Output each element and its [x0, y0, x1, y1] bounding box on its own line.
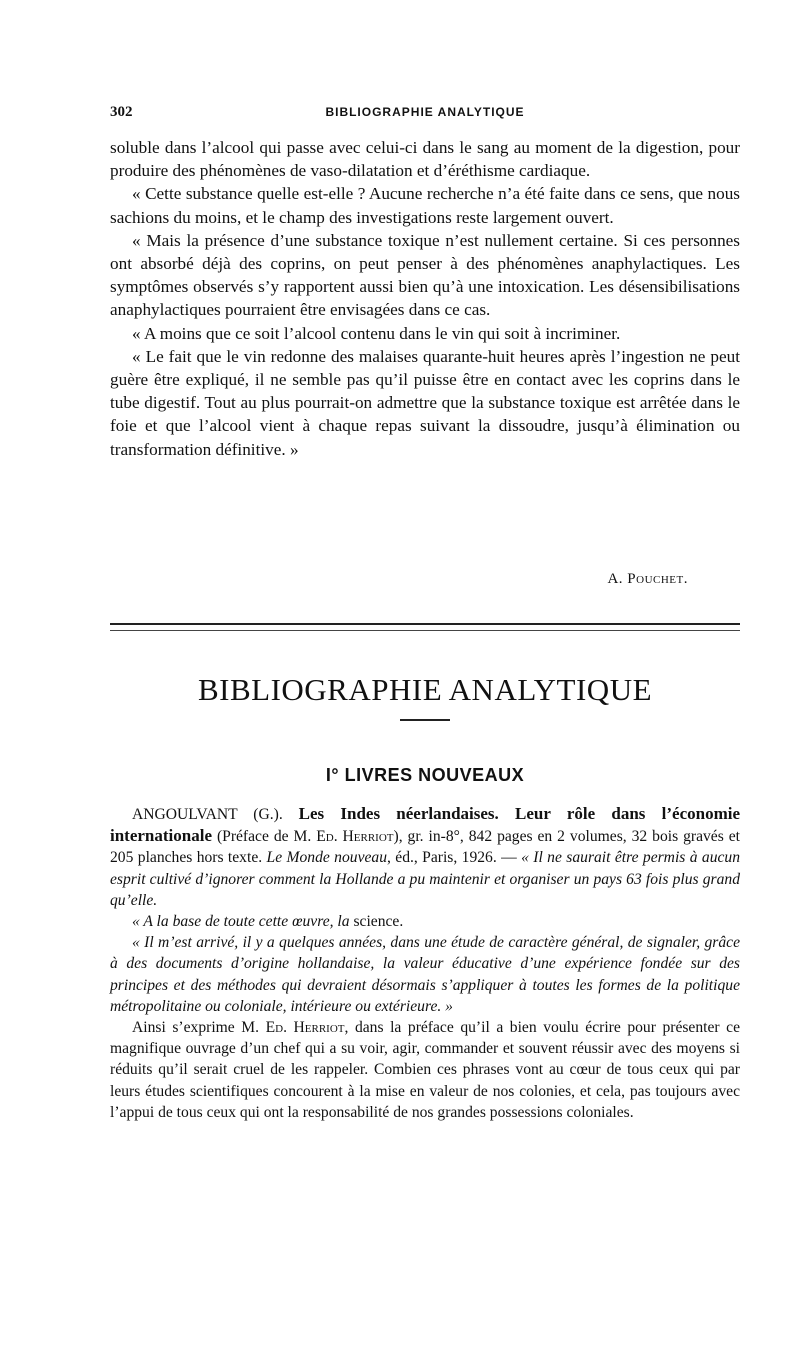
letter-paragraph-1: soluble dans l’alcool qui passe avec celui-ci dans le sang au moment de la digestion, pour produire des phénomènes de vaso-dilatation et d’éréthisme cardiaque. — [110, 138, 740, 181]
entry-quote-2 — [110, 911, 740, 932]
entry-pub-place: , éd., Paris, 1926. — — [387, 849, 517, 867]
signature — [607, 571, 688, 588]
signature-name: Pouchet. — [627, 571, 688, 587]
section-title: BIBLIOGRAPHIE ANALYTIQUE — [197, 672, 653, 707]
letter-paragraph-3: « Mais la présence d’une substance toxique n’est nullement certaine. Si ces personnes ont absorbé déjà des coprins, on peut penser à des phénomènes anaphylactiques. Les symptômes observés s’y rapportent aussi bien qu’à une intoxication. Les désensibilisations anaphylactiques pourraient être envisagées dans ce cas. — [110, 230, 740, 320]
entry-commentary — [110, 1017, 740, 1123]
double-rule-divider — [110, 623, 740, 631]
entry-details: ), gr. in-8°, 842 pages en 2 volumes, 32 bois gravés et 205 planches hors texte. — [110, 828, 740, 867]
letter-paragraph-2: « Cette substance quelle est-elle ? Aucune recherche n’a été faite dans ce sens, que nous sachions du moins, et le champ des investigations reste largement ouvert. — [110, 184, 740, 227]
entry-quote-1: « Il ne saurait être permis à aucun esprit cultivé d’ignorer comment la Hollande a pu maintenir et organiser un pays 63 fois plus grand qu’elle. — [110, 849, 741, 909]
signature-initial: A. — [607, 571, 624, 587]
entry-preface-name: Ed. Herriot — [316, 828, 394, 846]
entry-commentary-start: Ainsi s’exprime M. — [132, 1019, 260, 1037]
entry-book-title: Les Indes néerlandaises. Leur rôle dans l’économie internationale — [110, 804, 740, 846]
entry-quote-3: « Il m’est arrivé, il y a quelques années, dans une étude de caractère général, de signaler, grâce à des documents d’origine hollandaise, la valeur éducative d’une expérience fondée sur des principes et des méthodes qui devraient désormais s’appliquer à toutes les formes de la politique métropolitaine ou coloniale, intérieure ou extérieure. » — [110, 934, 740, 1015]
bibliography-entry — [110, 803, 740, 1123]
letter-paragraph-4: « A moins que ce soit l’alcool contenu dans le vin qui soit à incriminer. — [132, 323, 621, 343]
entry-author: ANGOULVANT (G.). — [132, 806, 283, 823]
letter-paragraph-5: « Le fait que le vin redonne des malaises quarante-huit heures après l’ingestion ne peut guère être expliqué, il ne semble pas qu’il puisse être en contact avec les coprins dans le tube digestif. Tout au plus pourrait-on admettre que la substance toxique est arrêtée dans le foie et que l’alcool vient à chaque repas suivant la dissoudre, jusqu’à élimination ou transformation définitive. » — [110, 346, 740, 459]
entry-quote-2-word: science. — [353, 913, 404, 931]
entry-preface-open: (Préface de M. — [216, 828, 312, 846]
page-number: 302 — [110, 104, 133, 120]
title-underline-rule — [400, 719, 450, 721]
entry-citation — [110, 803, 740, 911]
running-title: BIBLIOGRAPHIE ANALYTIQUE — [325, 105, 525, 119]
entry-commentary-rest: , dans la préface qu’il a bien voulu écrire pour présenter ce magnifique ouvrage d’un chef qui a su voir, agir, commander et souvent réussir avec des moyens si réduits qu’il serait cruel de les rappeler. Combien ces phrases vont au cœur de tous ceux qui par leurs études scientifiques concourent à la mise en valeur de nos colonies, et cela, pas toujours avec l’appui de tous ceux qui ont la responsabilité de nos grandes possessions coloniales. — [110, 1019, 740, 1121]
entry-commentary-name: Ed. Herriot — [265, 1019, 345, 1037]
entry-quote-2-text: « A la base de toute cette œuvre, la — [132, 913, 350, 931]
subsection-title: I° LIVRES NOUVEAUX — [325, 765, 525, 785]
entry-publisher: Le Monde nouveau — [266, 849, 388, 867]
page-header — [110, 104, 740, 124]
quoted-letter — [110, 136, 740, 461]
